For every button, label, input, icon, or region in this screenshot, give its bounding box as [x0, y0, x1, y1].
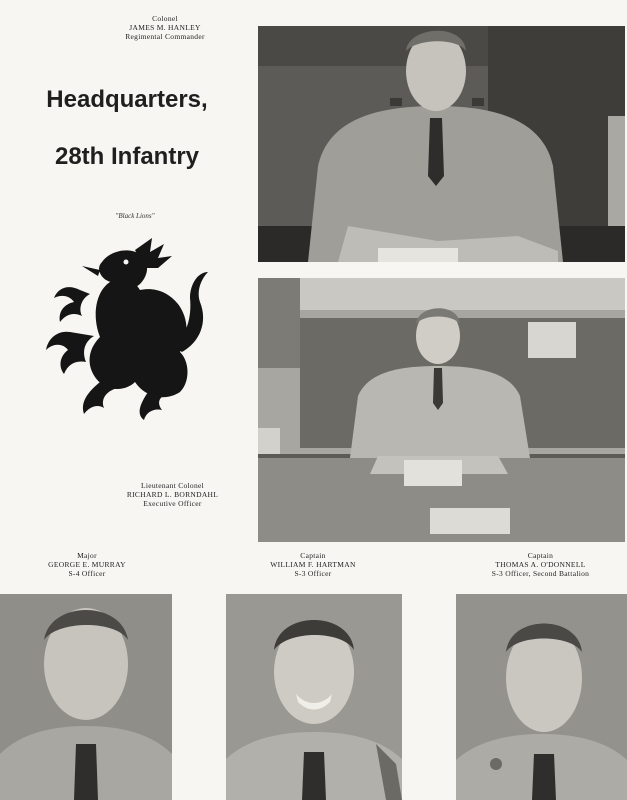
rank: Lieutenant Colonel [140, 481, 205, 490]
photo-captain-odonnell [456, 594, 627, 800]
photo-captain-hartman [226, 594, 402, 800]
officer-name: JAMES M. HANLEY [129, 23, 201, 32]
photo-lieutenant-colonel [258, 278, 625, 542]
page-title-line-1: Headquarters, [46, 86, 208, 113]
rank: Captain [527, 551, 554, 560]
rank: Colonel [152, 14, 178, 23]
officer-name: THOMAS A. O'DONNELL [495, 560, 586, 569]
caption-captain-odonnell [458, 551, 623, 578]
officer-role: Regimental Commander [125, 32, 205, 41]
rank: Captain [300, 551, 326, 560]
caption-colonel [100, 14, 230, 41]
officer-name: GEORGE E. MURRAY [48, 560, 126, 569]
emblem-caption: "Black Lions" [115, 212, 155, 220]
officer-role: S-4 Officer [68, 569, 106, 578]
officer-name: RICHARD L. BORNDAHL [126, 490, 219, 499]
photo-colonel [258, 26, 625, 262]
black-lion-rampant-icon [40, 232, 210, 422]
rank: Major [77, 551, 97, 560]
officer-name: WILLIAM F. HARTMAN [270, 560, 356, 569]
photo-major [0, 594, 172, 800]
caption-major [12, 551, 162, 578]
page-title-line-2: 28th Infantry [54, 143, 200, 170]
officer-role: Executive Officer [143, 499, 202, 508]
caption-lieutenant-colonel [110, 481, 235, 508]
officer-role: S-3 Officer [294, 569, 332, 578]
caption-captain-hartman [238, 551, 388, 578]
officer-role: S-3 Officer, Second Battalion [491, 569, 590, 578]
